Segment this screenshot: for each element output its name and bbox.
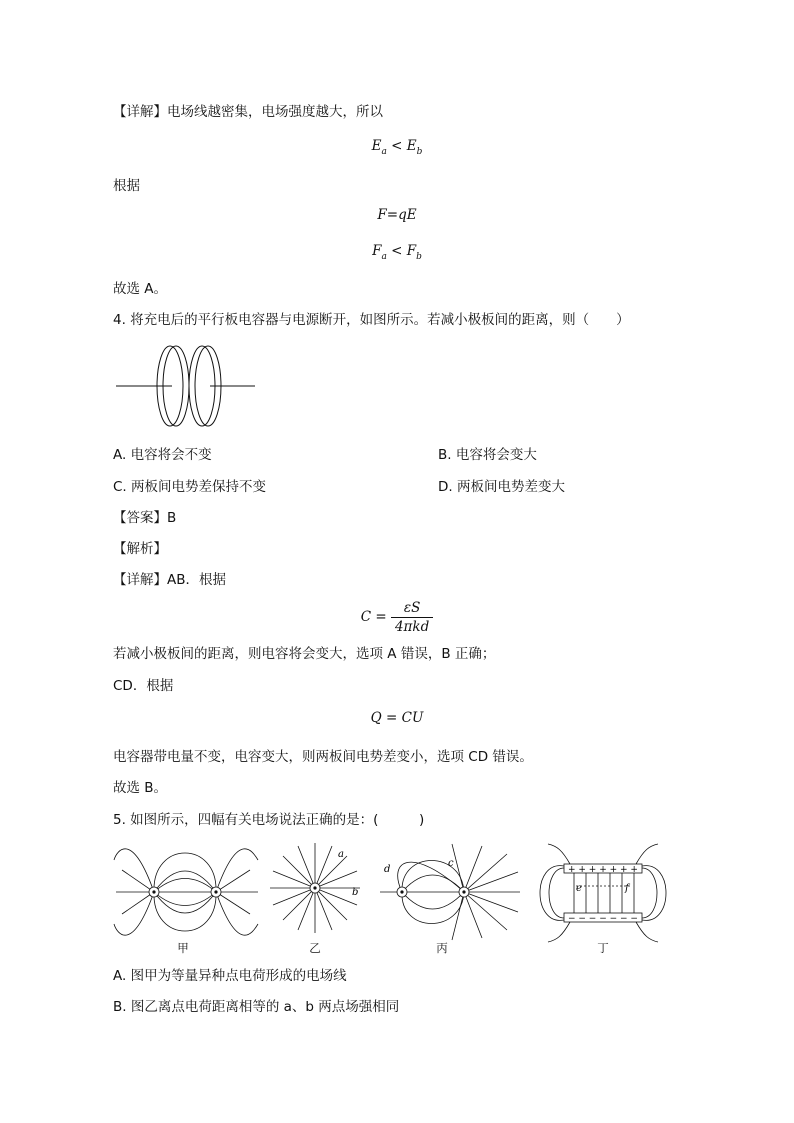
label-c: c	[448, 858, 454, 869]
explanation-line-4: 电容器带电量不变，电容变大，则两板间电势差变小，选项 CD 错误。	[113, 749, 533, 765]
detail-ab: 【详解】AB．根据	[113, 572, 226, 588]
gen-ju-text: 根据	[113, 178, 140, 194]
formula-f-qe: F=qE	[377, 207, 417, 223]
question-5-stem: 5. 如图所示，四幅有关电场说法正确的是：( )	[113, 812, 425, 828]
explanation-line-2: 若减小极板间的距离，则电容将会变大，选项 A 错误，B 正确；	[113, 646, 496, 662]
option-c: C. 两板间电势差保持不变	[113, 479, 267, 495]
plus-signs: + + + + + + +	[568, 865, 638, 875]
conclusion-b: 故选 B。	[113, 780, 168, 796]
q5-option-b: B. 图乙离点电荷距离相等的 a、b 两点场强相同	[113, 999, 400, 1015]
option-d: D. 两板间电势差变大	[438, 479, 565, 495]
analysis-heading: 【解析】	[113, 541, 167, 557]
caption-bing: 丙	[436, 941, 448, 955]
label-d: d	[384, 864, 391, 875]
option-b: B. 电容将会变大	[438, 447, 537, 463]
question-4-stem: 4. 将充电后的平行板电容器与电源断开，如图所示。若减小极板间的距离，则（ ）	[113, 312, 630, 328]
formula-ea-eb: $E_a < E_b$	[371, 138, 423, 157]
formula-capacitance: C = $\frac{\varepsilon S}{\text{4πkd}}$	[0, 600, 794, 635]
answer: 【答案】B	[113, 510, 177, 526]
caption-yi: 乙	[309, 941, 321, 955]
figure-jia	[114, 849, 258, 935]
option-a: A. 电容将会不变	[113, 447, 212, 463]
figure-yi	[270, 843, 360, 933]
minus-signs: − − − − − − −	[568, 914, 638, 924]
field-lines-figures	[112, 840, 672, 948]
label-a: a	[338, 849, 344, 860]
conclusion-a: 故选 A。	[113, 281, 168, 297]
capacitor-figure	[110, 340, 270, 432]
caption-jia: 甲	[177, 941, 189, 955]
label-b: b	[352, 887, 359, 898]
label-e: e	[576, 883, 582, 894]
q5-option-a: A. 图甲为等量异种点电荷形成的电场线	[113, 968, 347, 984]
formula-fa-fb: $F_a < F_b$	[372, 243, 422, 262]
figure-ding	[540, 844, 666, 942]
explanation-line-3: CD．根据	[113, 678, 174, 694]
caption-ding: 丁	[597, 941, 609, 955]
label-f: f	[625, 883, 629, 894]
formula-q-cu: Q = CU	[370, 710, 424, 726]
detail-text: 【详解】电场线越密集，电场强度越大，所以	[113, 104, 383, 120]
